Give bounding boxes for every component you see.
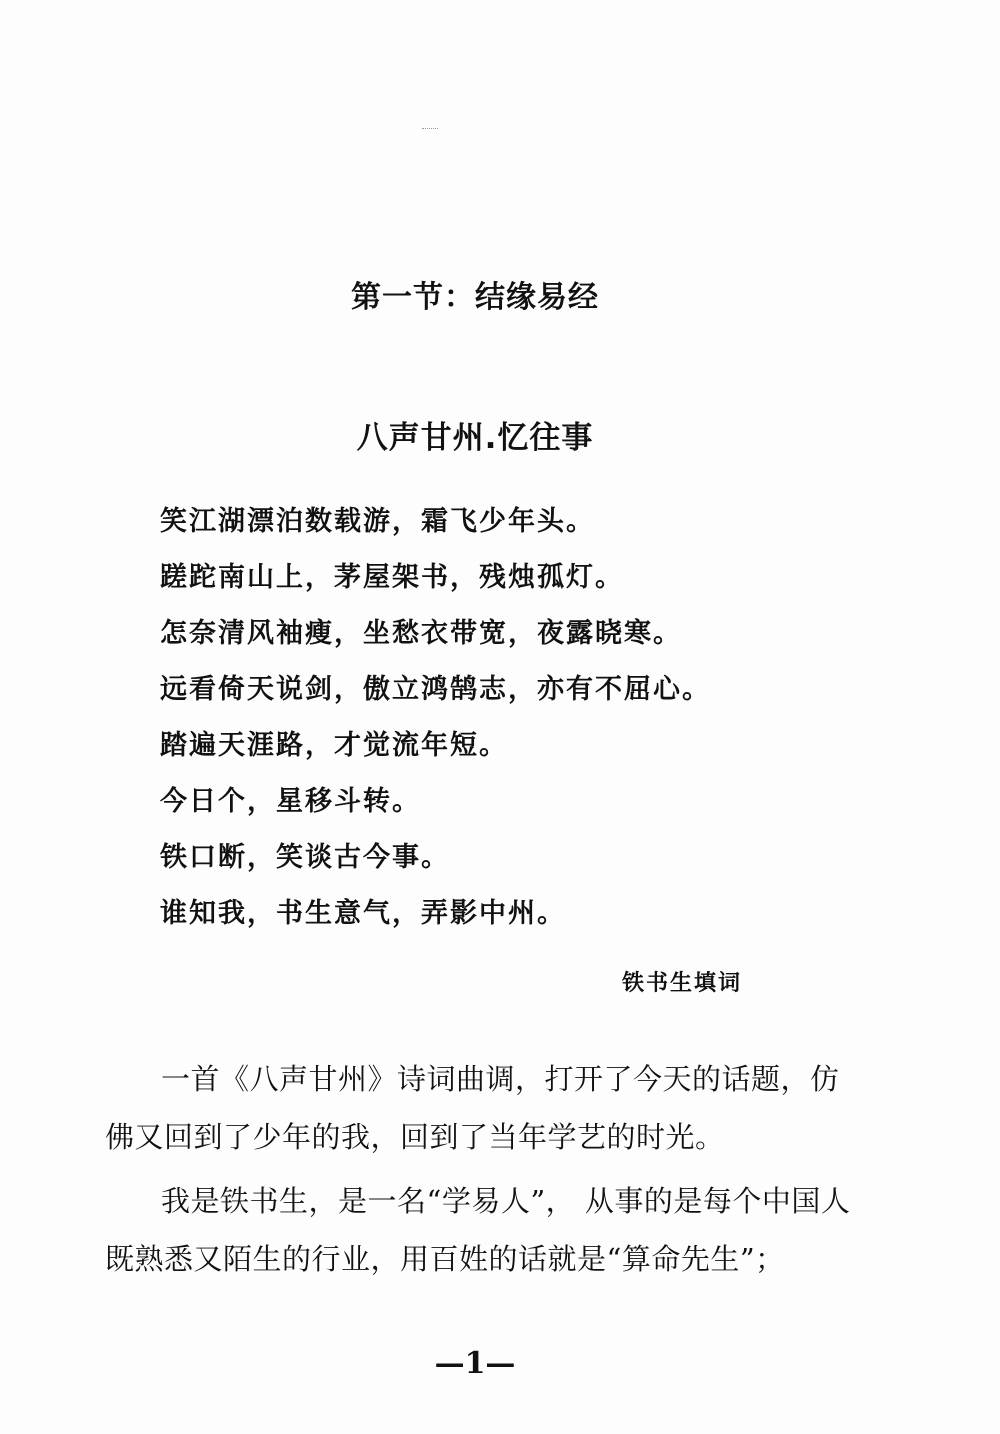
paragraph: 一首《八声甘州》诗词曲调，打开了今天的话题，仿佛又回到了少年的我，回到了当年学艺的时光。 [105,1062,840,1154]
poem-line: 谁知我，书生意气，弄影中州。 [160,898,566,929]
page-number: —1— [434,1346,516,1381]
scan-artifact [422,128,438,131]
prose-body [105,1050,865,1294]
poem-body [160,494,711,942]
section-title: 第一节：结缘易经 [351,280,599,315]
paragraph: 我是铁书生，是一名“学易人”， 从事的是每个中国人既熟悉又陌生的行业，用百姓的话就是“算命先生”； [105,1184,851,1276]
poem-title: 八声甘州.忆往事 [356,420,594,456]
poem-line: 笑江湖漂泊数载游，霜飞少年头。 [160,506,595,537]
poem-line: 铁口断，笑谈古今事。 [160,842,450,873]
poem-line: 远看倚天说剑，傲立鸿鹄志，亦有不屈心。 [160,674,711,705]
poem-line: 踏遍天涯路，才觉流年短。 [160,730,508,761]
poem-author: 铁书生填词 [622,970,743,996]
poem-line: 怎奈清风袖瘦，坐愁衣带宽，夜露晓寒。 [160,618,682,649]
poem-line: 今日个，星移斗转。 [160,786,421,817]
poem-line: 蹉跎南山上，茅屋架书，残烛孤灯。 [160,562,624,593]
